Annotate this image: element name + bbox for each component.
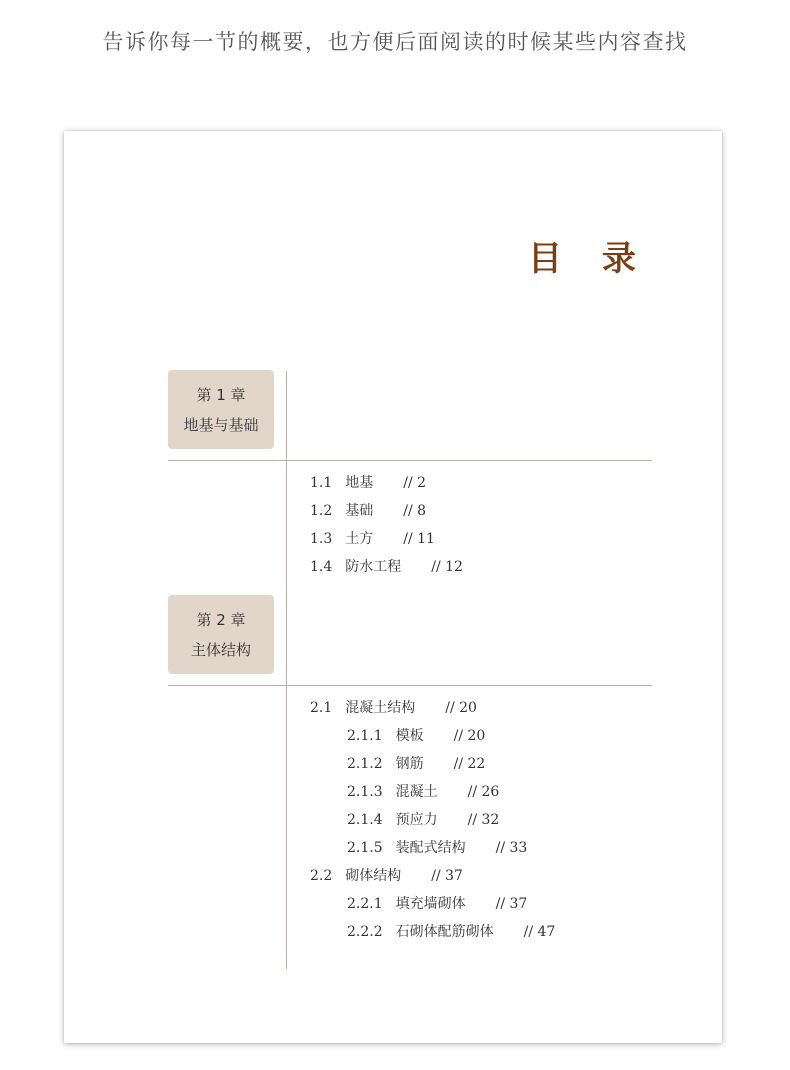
- toc-subentry: [347, 725, 485, 745]
- toc-entry-title: 混凝土结构: [345, 700, 416, 716]
- toc-entry-number: 2.1.5: [347, 840, 383, 856]
- toc-entry-page: // 37: [495, 896, 528, 912]
- toc-entry-title: 地基: [345, 475, 374, 491]
- toc-entry-number: 2.1.3: [347, 784, 383, 800]
- toc-entry-title: 填充墙砌体: [395, 896, 466, 912]
- toc-subentry: [347, 753, 485, 773]
- toc-entry-number: 1.4: [310, 559, 333, 575]
- toc-entry: [310, 472, 426, 492]
- toc-entry-number: 1.3: [310, 531, 333, 547]
- toc-entry-page: // 33: [495, 840, 528, 856]
- toc-entry-page: // 8: [403, 503, 427, 519]
- chapter-1-box: [168, 370, 274, 449]
- toc-entry-number: 2.2.2: [347, 924, 383, 940]
- toc-entry-page: // 22: [453, 756, 486, 772]
- chapter-1-label: 第 1 章: [196, 386, 246, 404]
- page-caption: 告诉你每一节的概要，也方便后面阅读的时候某些内容查找: [102, 30, 688, 54]
- toc-entry: [310, 500, 426, 520]
- toc-entry-page: // 20: [453, 728, 486, 744]
- toc-subentry: [347, 893, 527, 913]
- chapter-1-name: 地基与基础: [183, 416, 259, 434]
- toc-entry-title: 防水工程: [345, 559, 402, 575]
- toc-entry-page: // 12: [431, 559, 463, 575]
- toc-entry-page: // 20: [445, 700, 477, 716]
- toc-entry-page: // 47: [523, 924, 556, 940]
- toc-entry-number: 2.1.1: [347, 728, 383, 744]
- toc-entry-page: // 11: [403, 531, 435, 547]
- chapter-2-box: [168, 595, 274, 674]
- toc-subentry: [347, 921, 555, 941]
- toc-entry: [310, 556, 463, 576]
- toc-entry-title: 石砌体配筋砌体: [395, 924, 494, 940]
- toc-subentry: [347, 809, 499, 829]
- toc-entry-page: // 26: [467, 784, 500, 800]
- toc-title: 目 录: [528, 239, 650, 279]
- toc-entry-title: 砌体结构: [345, 868, 402, 884]
- toc-entry-page: // 2: [403, 475, 427, 491]
- toc-entry-page: // 37: [431, 868, 463, 884]
- toc-entry-title: 模板: [395, 728, 424, 744]
- chapter-1-divider: [168, 460, 652, 461]
- toc-entry-page: // 32: [467, 812, 500, 828]
- toc-entry: [310, 697, 477, 717]
- toc-subentry: [347, 837, 527, 857]
- toc-entry-number: 2.1: [310, 700, 333, 716]
- toc-subentry: [347, 781, 499, 801]
- toc-entry-title: 土方: [345, 531, 374, 547]
- toc-entry-number: 1.1: [310, 475, 333, 491]
- chapter-2-name: 主体结构: [190, 641, 251, 659]
- toc-entry-number: 2.1.2: [347, 756, 383, 772]
- chapter-2-label: 第 2 章: [196, 611, 246, 629]
- toc-entry-title: 混凝土: [395, 784, 438, 800]
- toc-entry: [310, 528, 435, 548]
- toc-entry-title: 基础: [345, 503, 374, 519]
- toc-entry-title: 钢筋: [395, 756, 424, 772]
- toc-entry-number: 1.2: [310, 503, 333, 519]
- toc-entry-title: 预应力: [395, 812, 438, 828]
- toc-entry-title: 装配式结构: [395, 840, 466, 856]
- chapter-2-divider: [168, 685, 652, 686]
- toc-entry-number: 2.1.4: [347, 812, 383, 828]
- book-page: [64, 131, 722, 1043]
- toc-entry: [310, 865, 463, 885]
- toc-entry-number: 2.2.1: [347, 896, 383, 912]
- toc-entry-number: 2.2: [310, 868, 333, 884]
